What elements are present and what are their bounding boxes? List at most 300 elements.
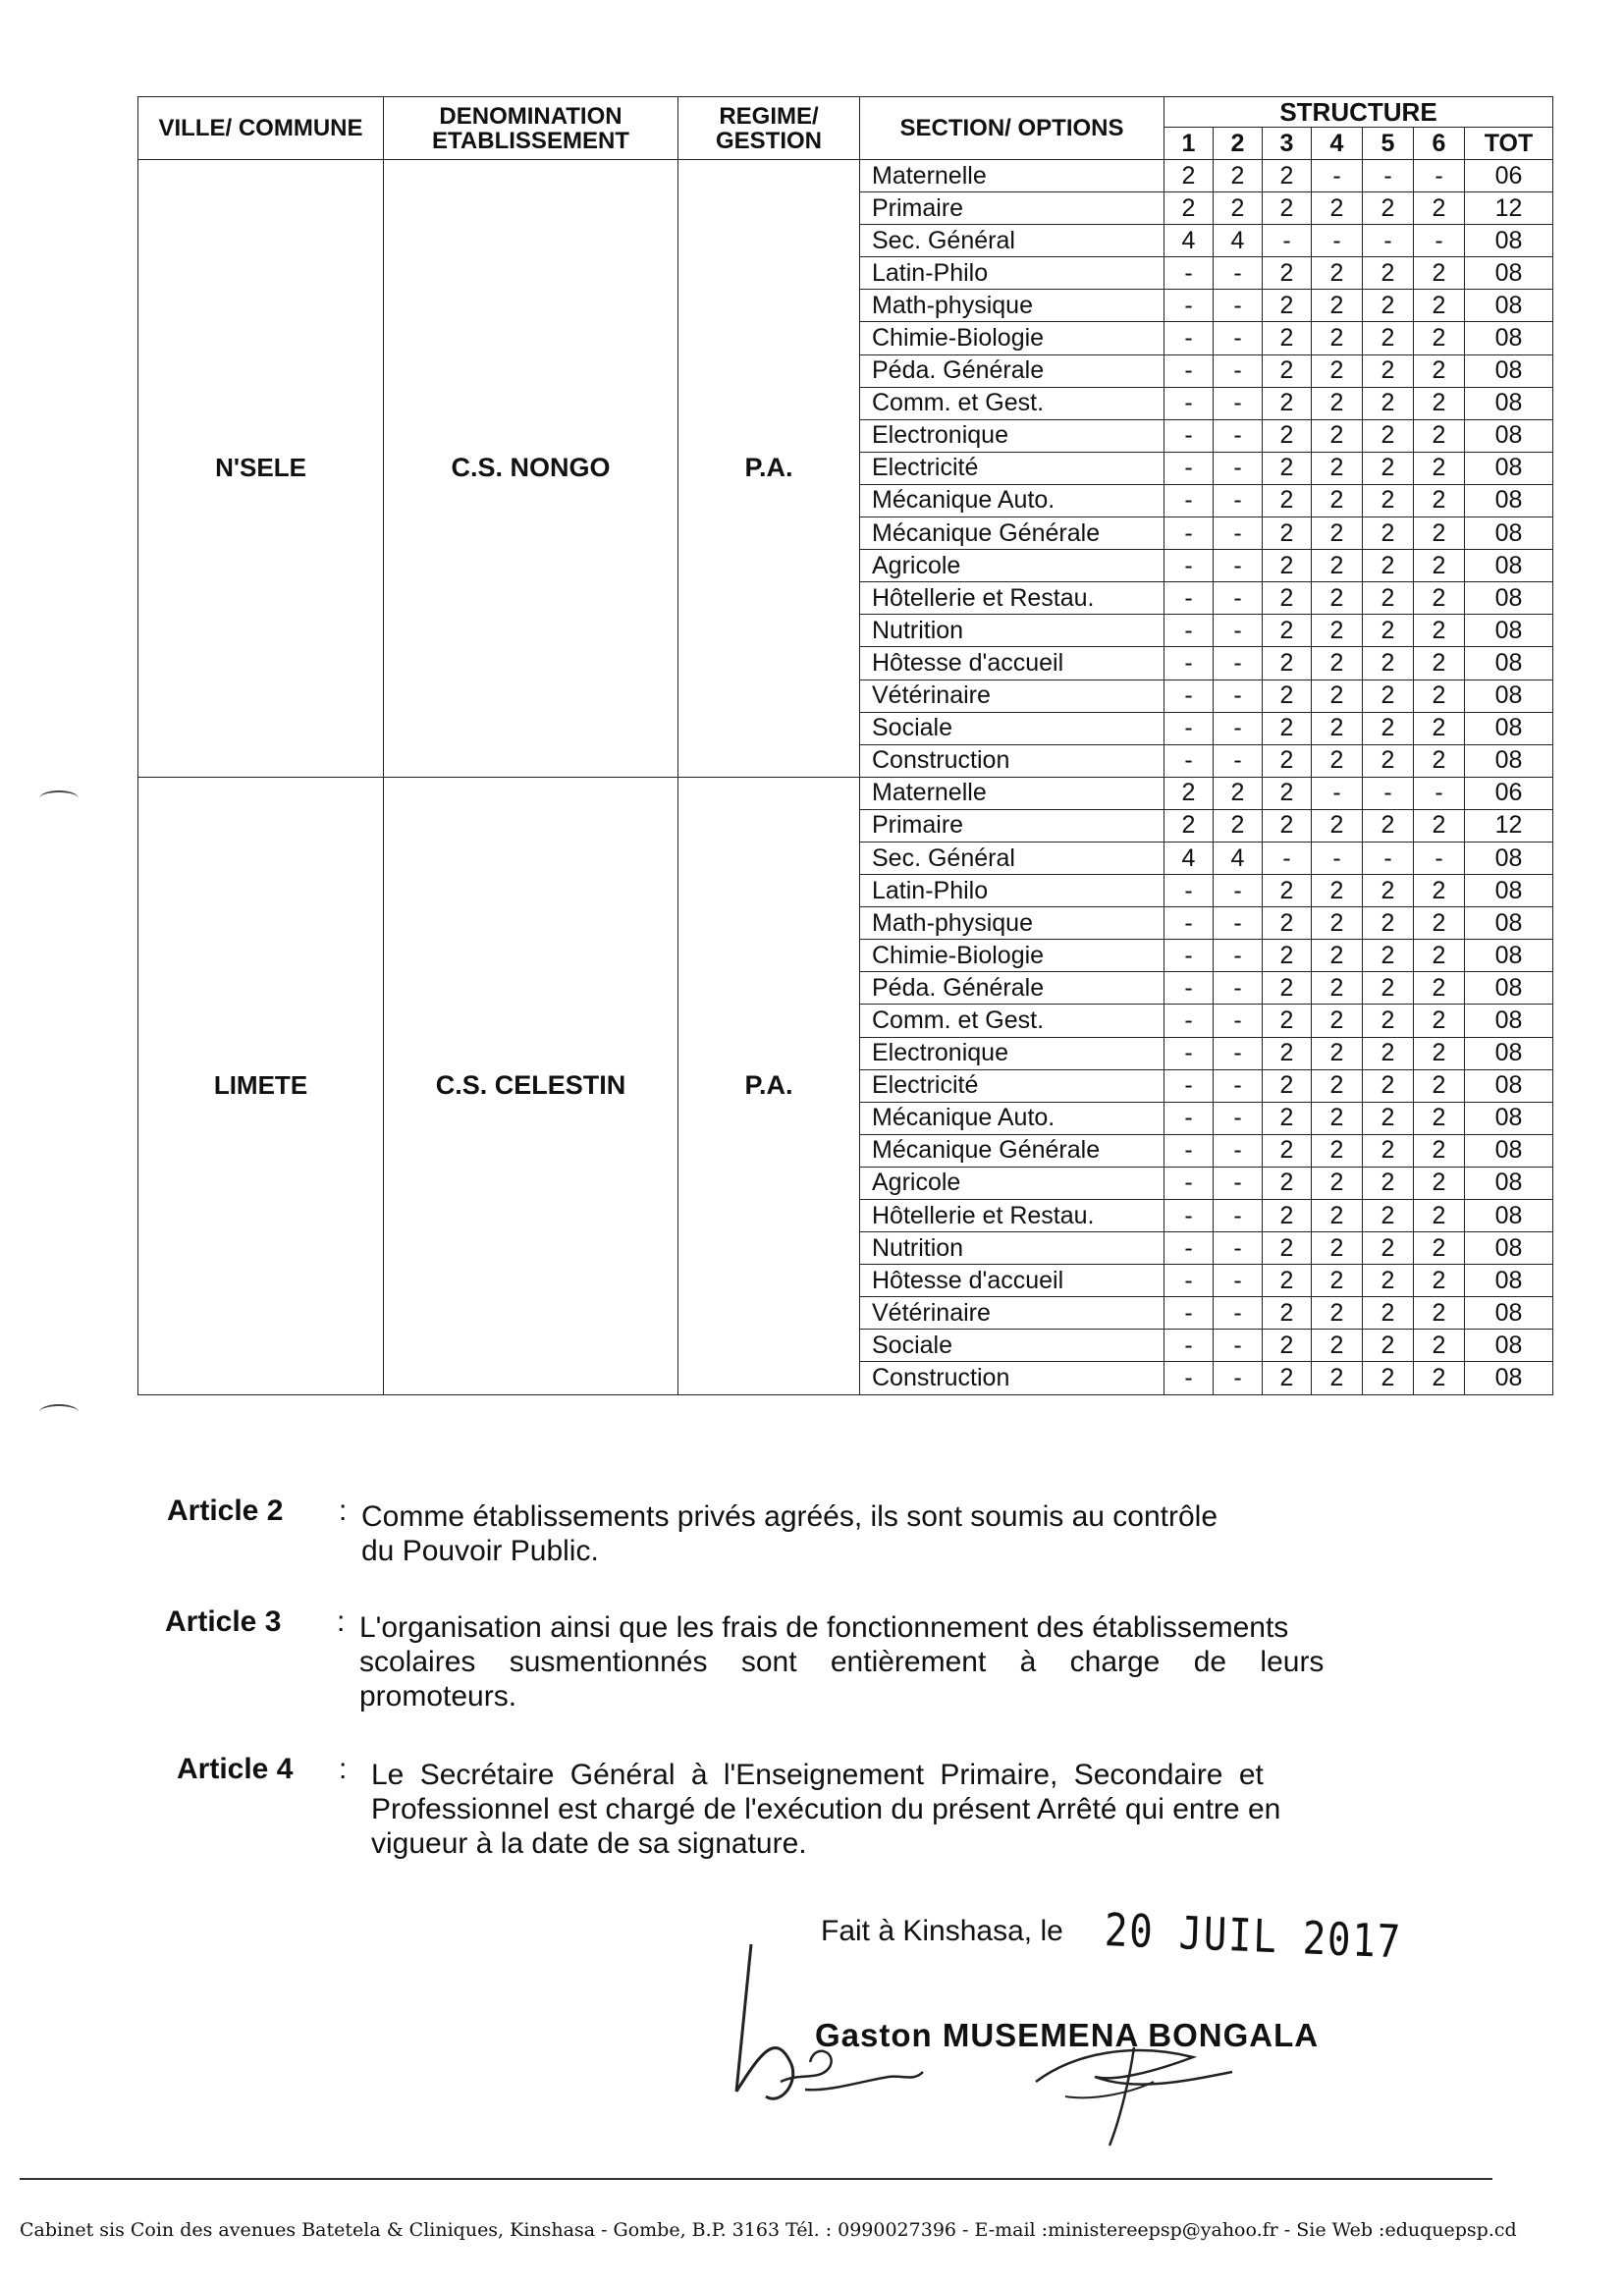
cell-total: 08 (1465, 744, 1553, 777)
cell-value: 2 (1263, 1102, 1312, 1134)
cell-value: - (1164, 517, 1214, 550)
cell-section: Mécanique Générale (860, 1134, 1164, 1167)
cell-value: - (1164, 1265, 1214, 1297)
cell-value: - (1214, 1167, 1263, 1199)
cell-section: Electricité (860, 1069, 1164, 1102)
cell-total: 08 (1465, 1005, 1553, 1037)
cell-value: 2 (1312, 1330, 1363, 1362)
cell-total: 08 (1465, 712, 1553, 744)
cell-value: 2 (1263, 907, 1312, 940)
cell-value: 2 (1414, 907, 1465, 940)
cell-section: Hôtellerie et Restau. (860, 582, 1164, 615)
cell-total: 08 (1465, 354, 1553, 387)
cell-value: 2 (1312, 1297, 1363, 1330)
cell-value: 2 (1312, 1232, 1363, 1265)
cell-value: 2 (1312, 290, 1363, 322)
cell-value: 2 (1312, 452, 1363, 484)
header-section: SECTION/ OPTIONS (860, 97, 1164, 160)
cell-value: 2 (1263, 940, 1312, 972)
header-regime: REGIME/ GESTION (678, 97, 860, 160)
cell-value: - (1214, 387, 1263, 419)
article-label: Article 3 (165, 1605, 282, 1638)
cell-value: 2 (1414, 1167, 1465, 1199)
cell-value: - (1214, 712, 1263, 744)
structure-table (137, 96, 1553, 1395)
cell-value: - (1214, 1297, 1263, 1330)
cell-value: 2 (1312, 1005, 1363, 1037)
cell-value: 2 (1214, 777, 1263, 809)
cell-value: 2 (1363, 1330, 1414, 1362)
cell-value: 2 (1414, 192, 1465, 225)
cell-value: 2 (1414, 647, 1465, 680)
cell-value: 2 (1414, 550, 1465, 582)
cell-value: - (1312, 160, 1363, 192)
cell-section: Latin-Philo (860, 875, 1164, 907)
article-line: promoteurs. (359, 1680, 517, 1713)
cell-value: - (1164, 354, 1214, 387)
cell-value: - (1164, 1037, 1214, 1069)
cell-value: 2 (1414, 322, 1465, 354)
cell-value: - (1164, 615, 1214, 647)
cell-value: 2 (1263, 1167, 1312, 1199)
cell-value: - (1414, 225, 1465, 257)
cell-value: - (1164, 680, 1214, 712)
cell-value: 2 (1312, 354, 1363, 387)
cell-total: 08 (1465, 1232, 1553, 1265)
cell-value: - (1164, 907, 1214, 940)
cell-value: 2 (1414, 712, 1465, 744)
cell-ville: N'SELE (138, 160, 384, 778)
cell-value: 2 (1414, 940, 1465, 972)
cell-value: 2 (1214, 809, 1263, 842)
cell-value: - (1164, 1330, 1214, 1362)
cell-value: 2 (1414, 1232, 1465, 1265)
cell-section: Math-physique (860, 907, 1164, 940)
cell-value: 2 (1263, 1330, 1312, 1362)
cell-value: 2 (1414, 290, 1465, 322)
cell-value: - (1164, 1200, 1214, 1232)
article-line: Le Secrétaire Général à l'Enseignement Primaire, Secondaire et (371, 1759, 1264, 1791)
cell-total: 08 (1465, 1134, 1553, 1167)
cell-value: - (1214, 1330, 1263, 1362)
cell-value: 2 (1363, 875, 1414, 907)
cell-total: 08 (1465, 647, 1553, 680)
header-col-4: 4 (1312, 128, 1363, 160)
cell-value: 2 (1363, 257, 1414, 290)
article-line: du Pouvoir Public. (361, 1535, 599, 1567)
cell-value: - (1164, 940, 1214, 972)
cell-value: 2 (1312, 1362, 1363, 1394)
cell-section: Vétérinaire (860, 680, 1164, 712)
cell-value: 2 (1363, 1069, 1414, 1102)
cell-value: - (1214, 1005, 1263, 1037)
cell-value: 2 (1414, 257, 1465, 290)
article-line: L'organisation ainsi que les frais de fonctionnement des établissements (359, 1611, 1289, 1644)
article-text (359, 1610, 1400, 1713)
cell-value: - (1363, 777, 1414, 809)
cell-value: - (1214, 940, 1263, 972)
cell-section: Péda. Générale (860, 972, 1164, 1005)
cell-value: 2 (1363, 1232, 1414, 1265)
cell-value: 2 (1414, 1069, 1465, 1102)
header-col-2: 2 (1214, 128, 1263, 160)
cell-section: Primaire (860, 192, 1164, 225)
cell-etablissement: C.S. NONGO (384, 160, 678, 778)
cell-value: - (1214, 1037, 1263, 1069)
cell-section: Sec. Général (860, 842, 1164, 874)
date-stamp: 20 JUIL 2017 (1104, 1903, 1403, 1969)
cell-value: 2 (1312, 192, 1363, 225)
cell-value: 2 (1414, 1134, 1465, 1167)
cell-section: Chimie-Biologie (860, 322, 1164, 354)
cell-value: 4 (1164, 842, 1214, 874)
cell-section: Sociale (860, 712, 1164, 744)
cell-value: - (1214, 647, 1263, 680)
cell-value: - (1214, 1265, 1263, 1297)
cell-total: 08 (1465, 582, 1553, 615)
cell-section: Mécanique Générale (860, 517, 1164, 550)
cell-value: 2 (1263, 875, 1312, 907)
cell-value: - (1164, 419, 1214, 452)
cell-value: 2 (1263, 680, 1312, 712)
margin-mark (39, 1404, 79, 1420)
cell-value: - (1164, 1005, 1214, 1037)
cell-value: - (1214, 484, 1263, 517)
cell-value: - (1164, 712, 1214, 744)
cell-value: - (1214, 257, 1263, 290)
cell-value: - (1414, 777, 1465, 809)
cell-ville: LIMETE (138, 777, 384, 1394)
header-col-5: 5 (1363, 128, 1414, 160)
cell-total: 08 (1465, 940, 1553, 972)
header-col-6: 6 (1414, 128, 1465, 160)
article-label: Article 2 (167, 1495, 284, 1527)
cell-value: 2 (1263, 1037, 1312, 1069)
cell-value: 2 (1164, 160, 1214, 192)
cell-value: 2 (1312, 1069, 1363, 1102)
cell-section: Chimie-Biologie (860, 940, 1164, 972)
cell-value: - (1214, 972, 1263, 1005)
cell-value: 2 (1164, 192, 1214, 225)
cell-value: 2 (1263, 582, 1312, 615)
cell-value: - (1164, 322, 1214, 354)
cell-section: Construction (860, 1362, 1164, 1394)
cell-section: Sociale (860, 1330, 1164, 1362)
place-date: Fait à Kinshasa, le (821, 1915, 1063, 1947)
article-line: Professionnel est chargé de l'exécution du présent Arrêté qui entre en (371, 1793, 1281, 1825)
cell-value: 2 (1214, 192, 1263, 225)
cell-value: 2 (1363, 1005, 1414, 1037)
article-line: scolaires susmentionnés sont entièrement à charge de leurs (359, 1646, 1325, 1678)
cell-section: Primaire (860, 809, 1164, 842)
cell-total: 08 (1465, 387, 1553, 419)
cell-value: - (1214, 1232, 1263, 1265)
cell-value: 2 (1363, 809, 1414, 842)
cell-value: - (1214, 354, 1263, 387)
cell-value: 2 (1414, 1005, 1465, 1037)
cell-value: 2 (1363, 452, 1414, 484)
cell-value: 2 (1263, 1200, 1312, 1232)
cell-total: 08 (1465, 1102, 1553, 1134)
article-colon: : (339, 1495, 348, 1527)
cell-value: - (1164, 1069, 1214, 1102)
article-colon: : (339, 1753, 348, 1785)
cell-value: 2 (1414, 1037, 1465, 1069)
cell-value: 2 (1263, 257, 1312, 290)
cell-total: 06 (1465, 160, 1553, 192)
cell-value: 2 (1363, 484, 1414, 517)
cell-total: 08 (1465, 1362, 1553, 1394)
cell-value: 2 (1363, 744, 1414, 777)
cell-value: 2 (1414, 809, 1465, 842)
article-colon: : (337, 1605, 346, 1638)
header-col-1: 1 (1164, 128, 1214, 160)
cell-total: 08 (1465, 225, 1553, 257)
cell-value: - (1414, 160, 1465, 192)
cell-value: 2 (1312, 647, 1363, 680)
cell-regime: P.A. (678, 160, 860, 778)
cell-value: 2 (1363, 1102, 1414, 1134)
cell-value: 2 (1312, 875, 1363, 907)
cell-value: 2 (1414, 419, 1465, 452)
header-col-3: 3 (1263, 128, 1312, 160)
cell-value: 2 (1263, 1362, 1312, 1394)
cell-value: 2 (1363, 354, 1414, 387)
cell-value: - (1164, 875, 1214, 907)
cell-section: Electronique (860, 1037, 1164, 1069)
cell-section: Hôtesse d'accueil (860, 647, 1164, 680)
cell-value: 2 (1414, 387, 1465, 419)
cell-value: - (1312, 225, 1363, 257)
cell-value: 2 (1312, 582, 1363, 615)
cell-total: 08 (1465, 907, 1553, 940)
cell-value: - (1263, 842, 1312, 874)
cell-total: 08 (1465, 1265, 1553, 1297)
cell-value: 2 (1414, 744, 1465, 777)
cell-value: 2 (1414, 452, 1465, 484)
cell-value: 2 (1414, 354, 1465, 387)
cell-total: 12 (1465, 809, 1553, 842)
cell-section: Agricole (860, 550, 1164, 582)
cell-section: Agricole (860, 1167, 1164, 1199)
cell-total: 08 (1465, 452, 1553, 484)
cell-total: 06 (1465, 777, 1553, 809)
cell-value: 2 (1363, 712, 1414, 744)
cell-value: 2 (1312, 1102, 1363, 1134)
cell-value: - (1214, 680, 1263, 712)
cell-value: 2 (1363, 582, 1414, 615)
cell-value: - (1214, 550, 1263, 582)
cell-value: 2 (1414, 582, 1465, 615)
cell-value: 2 (1312, 940, 1363, 972)
cell-total: 08 (1465, 484, 1553, 517)
cell-value: - (1164, 290, 1214, 322)
cell-total: 08 (1465, 1069, 1553, 1102)
cell-section: Péda. Générale (860, 354, 1164, 387)
cell-value: - (1164, 484, 1214, 517)
cell-etablissement: C.S. CELESTIN (384, 777, 678, 1394)
cell-value: 2 (1363, 1200, 1414, 1232)
cell-value: - (1363, 842, 1414, 874)
cell-value: 2 (1363, 940, 1414, 972)
cell-section: Hôtesse d'accueil (860, 1265, 1164, 1297)
cell-section: Electricité (860, 452, 1164, 484)
cell-value: 2 (1414, 1200, 1465, 1232)
cell-value: 2 (1263, 972, 1312, 1005)
cell-value: 2 (1414, 615, 1465, 647)
cell-value: 2 (1263, 744, 1312, 777)
cell-value: - (1164, 387, 1214, 419)
cell-section: Electronique (860, 419, 1164, 452)
cell-value: - (1214, 1362, 1263, 1394)
cell-value: 2 (1363, 387, 1414, 419)
cell-total: 08 (1465, 1297, 1553, 1330)
cell-value: - (1214, 744, 1263, 777)
cell-value: - (1214, 1102, 1263, 1134)
cell-value: 2 (1263, 1005, 1312, 1037)
cell-value: 2 (1263, 322, 1312, 354)
cell-value: 2 (1312, 1167, 1363, 1199)
article-line: vigueur à la date de sa signature. (371, 1827, 807, 1860)
cell-value: 2 (1263, 354, 1312, 387)
cell-total: 08 (1465, 517, 1553, 550)
cell-value: 2 (1312, 550, 1363, 582)
cell-value: 2 (1263, 1265, 1312, 1297)
cell-value: - (1214, 1200, 1263, 1232)
cell-value: - (1214, 1134, 1263, 1167)
cell-value: 2 (1263, 192, 1312, 225)
cell-value: 2 (1414, 1102, 1465, 1134)
cell-value: 2 (1312, 680, 1363, 712)
cell-total: 08 (1465, 615, 1553, 647)
table-row (138, 160, 1553, 192)
cell-value: 2 (1363, 680, 1414, 712)
cell-value: - (1214, 615, 1263, 647)
cell-section: Nutrition (860, 1232, 1164, 1265)
cell-value: 2 (1414, 484, 1465, 517)
cell-value: 2 (1414, 680, 1465, 712)
footer-text: Cabinet sis Coin des avenues Batetela & Cliniques, Kinshasa - Gombe, B.P. 3163 Tél. : 0990027396 - E-mail :ministereepsp@yahoo.fr - Sie Web :eduquepsp.cd (20, 2219, 1517, 2241)
cell-value: 2 (1312, 257, 1363, 290)
cell-value: 4 (1214, 225, 1263, 257)
cell-value: 2 (1363, 322, 1414, 354)
cell-total: 08 (1465, 1037, 1553, 1069)
cell-value: 2 (1263, 419, 1312, 452)
footer-rule (20, 2178, 1492, 2180)
article-line: Comme établissements privés agréés, ils sont soumis au contrôle (361, 1500, 1218, 1533)
margin-mark (39, 790, 79, 806)
cell-section: Maternelle (860, 160, 1164, 192)
cell-value: 2 (1312, 484, 1363, 517)
cell-value: - (1164, 647, 1214, 680)
cell-value: 2 (1312, 972, 1363, 1005)
cell-value: 2 (1363, 615, 1414, 647)
cell-value: 2 (1263, 1297, 1312, 1330)
cell-value: 2 (1312, 907, 1363, 940)
cell-value: - (1312, 777, 1363, 809)
cell-value: 4 (1164, 225, 1214, 257)
cell-value: - (1164, 1232, 1214, 1265)
cell-section: Construction (860, 744, 1164, 777)
cell-total: 08 (1465, 419, 1553, 452)
cell-value: 2 (1263, 809, 1312, 842)
cell-value: 2 (1263, 647, 1312, 680)
cell-value: 2 (1263, 160, 1312, 192)
cell-value: 2 (1263, 1232, 1312, 1265)
cell-value: 2 (1414, 1330, 1465, 1362)
cell-value: 2 (1414, 1362, 1465, 1394)
cell-value: 2 (1312, 744, 1363, 777)
cell-total: 08 (1465, 257, 1553, 290)
cell-value: - (1164, 582, 1214, 615)
cell-value: - (1164, 972, 1214, 1005)
cell-section: Mécanique Auto. (860, 484, 1164, 517)
cell-value: 2 (1263, 484, 1312, 517)
cell-total: 08 (1465, 972, 1553, 1005)
cell-value: 2 (1263, 1134, 1312, 1167)
cell-value: - (1164, 1167, 1214, 1199)
cell-total: 08 (1465, 1167, 1553, 1199)
cell-value: 2 (1363, 1362, 1414, 1394)
cell-value: - (1363, 160, 1414, 192)
cell-value: - (1312, 842, 1363, 874)
header-ville: VILLE/ COMMUNE (138, 97, 384, 160)
cell-value: 2 (1263, 712, 1312, 744)
cell-section: Hôtellerie et Restau. (860, 1200, 1164, 1232)
cell-section: Nutrition (860, 615, 1164, 647)
cell-value: 2 (1363, 1037, 1414, 1069)
cell-value: - (1164, 452, 1214, 484)
cell-value: 2 (1312, 1134, 1363, 1167)
cell-value: - (1164, 1102, 1214, 1134)
cell-value: 2 (1363, 1134, 1414, 1167)
cell-value: 2 (1363, 419, 1414, 452)
cell-value: 2 (1312, 387, 1363, 419)
cell-value: 2 (1312, 615, 1363, 647)
cell-value: - (1214, 517, 1263, 550)
cell-section: Mécanique Auto. (860, 1102, 1164, 1134)
cell-section: Math-physique (860, 290, 1164, 322)
cell-value: - (1414, 842, 1465, 874)
cell-value: 2 (1164, 809, 1214, 842)
cell-value: - (1164, 744, 1214, 777)
cell-value: - (1164, 1134, 1214, 1167)
cell-value: - (1214, 907, 1263, 940)
cell-total: 08 (1465, 1330, 1553, 1362)
cell-value: - (1164, 1297, 1214, 1330)
cell-value: 2 (1312, 517, 1363, 550)
cell-value: 2 (1312, 419, 1363, 452)
cell-value: - (1164, 1362, 1214, 1394)
cell-value: 2 (1263, 290, 1312, 322)
cell-section: Maternelle (860, 777, 1164, 809)
cell-value: 2 (1414, 517, 1465, 550)
cell-value: 2 (1263, 777, 1312, 809)
cell-value: - (1214, 290, 1263, 322)
cell-value: 2 (1363, 290, 1414, 322)
cell-value: - (1214, 452, 1263, 484)
cell-value: 2 (1214, 160, 1263, 192)
table-body (138, 160, 1553, 1395)
cell-total: 08 (1465, 322, 1553, 354)
cell-section: Sec. Général (860, 225, 1164, 257)
cell-value: - (1214, 875, 1263, 907)
cell-value: 2 (1164, 777, 1214, 809)
cell-value: 2 (1363, 517, 1414, 550)
cell-value: 2 (1263, 387, 1312, 419)
cell-value: 2 (1363, 972, 1414, 1005)
cell-value: 2 (1263, 517, 1312, 550)
